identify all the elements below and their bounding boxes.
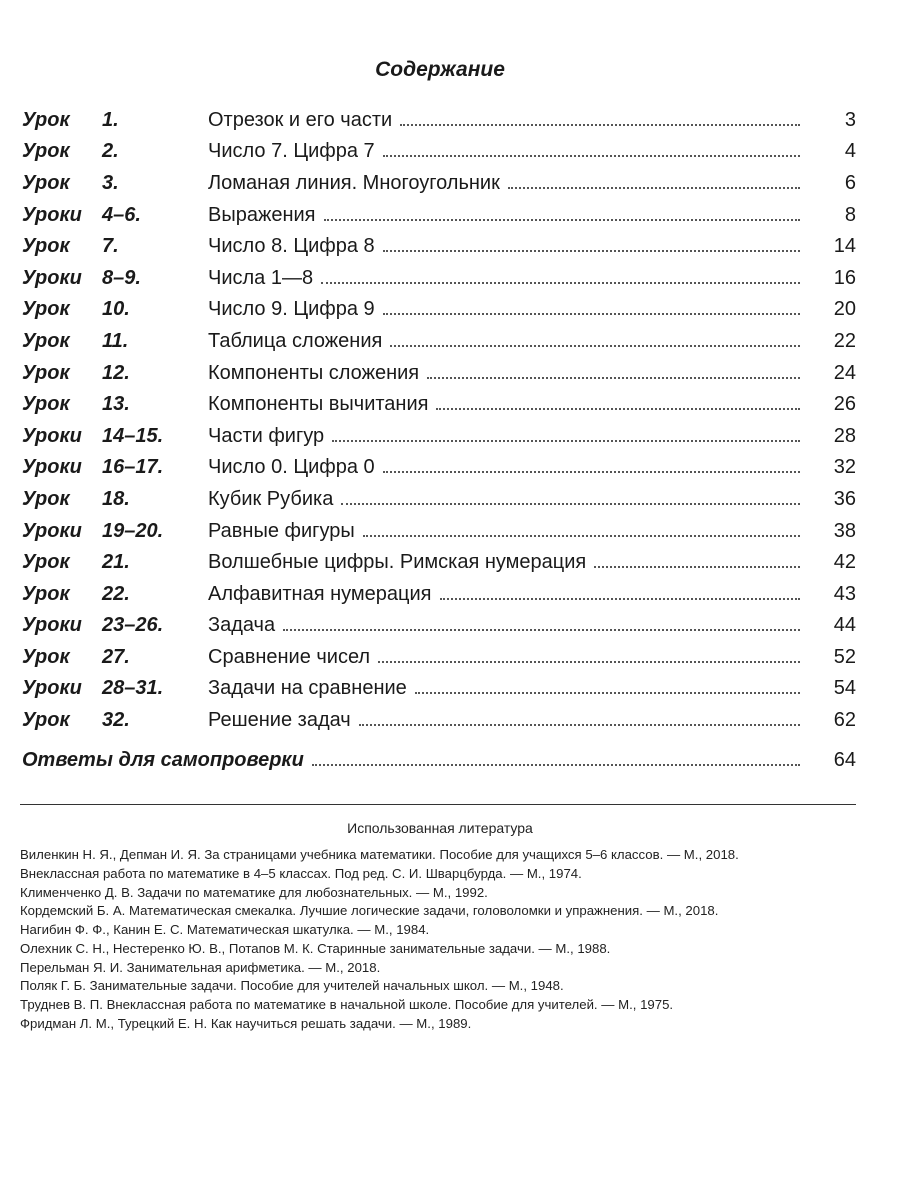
toc-row[interactable] [22, 325, 856, 357]
toc-lesson-number: 2. [102, 140, 119, 163]
toc-lesson-title: Ломаная линия. Многоугольник [208, 171, 500, 194]
toc-page-number: 20 [833, 298, 856, 321]
toc-lesson-kind: Уроки [22, 203, 82, 226]
toc-leader-dots [383, 155, 800, 157]
toc-row[interactable] [22, 704, 856, 736]
toc-row[interactable] [22, 357, 856, 389]
toc-page-number: 3 [844, 108, 856, 131]
toc-lesson-number: 28–31. [102, 677, 164, 700]
toc-lesson-title: Числа 1—8 [208, 266, 314, 289]
toc-lesson-kind: Урок [22, 108, 70, 131]
toc-lesson-title: Задача [208, 614, 276, 637]
toc-page-number: 38 [833, 519, 856, 542]
toc-lesson-number: 22. [102, 582, 130, 605]
toc-row[interactable] [22, 199, 856, 231]
toc-lesson-kind: Уроки [22, 519, 82, 542]
toc-leader-dots [390, 345, 800, 347]
toc-row[interactable] [22, 388, 856, 420]
toc-lesson-number: 7. [102, 235, 119, 258]
toc-leader-dots [359, 724, 800, 726]
toc-leader-dots [415, 692, 800, 694]
toc-page-number: 22 [833, 329, 856, 352]
toc-lesson-kind: Урок [22, 709, 70, 732]
toc-leader-dots [427, 377, 800, 379]
toc-leader-dots [378, 661, 800, 663]
toc-row[interactable] [22, 104, 856, 136]
toc-lesson-kind: Уроки [22, 456, 82, 479]
literature-list [20, 847, 860, 1035]
toc-lesson-number: 32. [102, 709, 130, 732]
toc-leader-dots [594, 566, 800, 568]
toc-lesson-number: 19–20. [102, 519, 164, 542]
toc-lesson-kind: Уроки [22, 614, 82, 637]
toc-answers-title: Ответы для самопроверки [22, 748, 304, 771]
toc-lesson-title: Компоненты сложения [208, 361, 420, 384]
literature-item: Труднев В. П. Внеклассная работа по математике в начальной школе. Пособие для учителей. — М., 1975. [20, 997, 674, 1013]
toc-row[interactable] [22, 230, 856, 262]
toc-page-number: 42 [833, 551, 856, 574]
literature-item: Перельман Я. И. Занимательная арифметика. — М., 2018. [20, 959, 381, 975]
literature-item: Виленкин Н. Я., Депман И. Я. За страницами учебника математики. Пособие для учащихся 5–6 классов. — М., 2018. [20, 847, 739, 862]
toc-leader-dots [283, 629, 800, 631]
toc-leader-dots [508, 187, 800, 189]
toc-lesson-title: Равные фигуры [208, 519, 355, 542]
toc-lesson-number: 27. [102, 645, 130, 668]
toc-lesson-title: Число 9. Цифра 9 [208, 298, 375, 321]
toc-lesson-title: Задачи на сравнение [208, 677, 407, 700]
toc-lesson-number: 13. [102, 393, 130, 416]
toc-lesson-kind: Урок [22, 393, 70, 416]
toc-lesson-title: Компоненты вычитания [208, 393, 429, 416]
toc-lesson-title: Выражения [208, 203, 316, 226]
toc-answers-row[interactable] [22, 744, 856, 776]
toc-lesson-title: Части фигур [208, 424, 325, 447]
toc-row[interactable] [22, 546, 856, 578]
toc-lesson-kind: Урок [22, 487, 70, 510]
toc-lesson-number: 18. [102, 487, 130, 510]
toc-leader-dots [321, 282, 800, 284]
toc-lesson-number: 10. [102, 298, 130, 321]
toc-lesson-number: 16–17. [102, 456, 164, 479]
toc-leader-dots [363, 535, 800, 537]
toc-page-number: 32 [833, 456, 856, 479]
toc-lesson-title: Число 8. Цифра 8 [208, 235, 375, 258]
toc-leader-dots [383, 250, 800, 252]
toc-lesson-kind: Урок [22, 551, 70, 574]
toc-lesson-kind: Урок [22, 645, 70, 668]
toc-lesson-title: Сравнение чисел [208, 645, 371, 668]
toc-lesson-title: Число 7. Цифра 7 [208, 140, 375, 163]
toc-row[interactable] [22, 420, 856, 452]
toc-lesson-number: 21. [102, 551, 130, 574]
toc-row[interactable] [22, 610, 856, 642]
toc-row[interactable] [22, 641, 856, 673]
toc-row[interactable] [22, 136, 856, 168]
toc-lesson-kind: Урок [22, 140, 70, 163]
toc-row[interactable] [22, 294, 856, 326]
toc-lesson-title: Отрезок и его части [208, 108, 393, 131]
toc-answers-page: 64 [833, 748, 856, 771]
page-title: Содержание [375, 58, 505, 81]
toc-lesson-kind: Уроки [22, 266, 82, 289]
table-of-contents [22, 104, 856, 775]
toc-lesson-number: 3. [102, 171, 119, 194]
literature-item: Фридман Л. М., Турецкий Е. Н. Как научиться решать задачи. — М., 1989. [20, 1016, 472, 1032]
toc-lesson-title: Таблица сложения [208, 329, 383, 352]
toc-page-number: 28 [833, 424, 856, 447]
toc-leader-dots [312, 764, 800, 766]
toc-lesson-kind: Урок [22, 171, 70, 194]
toc-lesson-kind: Урок [22, 235, 70, 258]
toc-row[interactable] [22, 167, 856, 199]
toc-lesson-title: Число 0. Цифра 0 [208, 456, 375, 479]
toc-row[interactable] [22, 515, 856, 547]
toc-lesson-title: Алфавитная нумерация [208, 582, 432, 605]
literature-title: Использованная литература [347, 820, 533, 836]
toc-leader-dots [324, 219, 800, 221]
toc-lesson-number: 23–26. [102, 614, 164, 637]
toc-page-number: 52 [833, 645, 856, 668]
toc-leader-dots [341, 503, 800, 505]
toc-row[interactable] [22, 673, 856, 705]
toc-page-number: 24 [833, 361, 856, 384]
literature-item: Поляк Г. Б. Занимательные задачи. Пособие для учителей начальных школ. — М., 1948. [20, 978, 564, 994]
literature-item: Внеклассная работа по математике в 4–5 классах. Под ред. С. И. Шварцбурда. — М., 1974. [20, 865, 582, 881]
literature-item: Олехник С. Н., Нестеренко Ю. В., Потапов М. К. Старинные занимательные задачи. — М., 1988. [20, 940, 611, 956]
toc-page-number: 54 [833, 677, 856, 700]
toc-row[interactable] [22, 578, 856, 610]
toc-lesson-title: Решение задач [208, 709, 351, 732]
toc-lesson-number: 12. [102, 361, 130, 384]
toc-row[interactable] [22, 483, 856, 515]
toc-leader-dots [383, 313, 800, 315]
toc-leader-dots [332, 440, 800, 442]
toc-lesson-title: Кубик Рубика [208, 487, 334, 510]
toc-lesson-number: 11. [102, 329, 129, 352]
toc-lesson-kind: Уроки [22, 677, 82, 700]
toc-lesson-kind: Урок [22, 329, 70, 352]
literature-item: Нагибин Ф. Ф., Канин Е. С. Математическая шкатулка. — М., 1984. [20, 922, 430, 938]
toc-page-number: 16 [833, 266, 856, 289]
toc-leader-dots [440, 598, 801, 600]
toc-page-number: 43 [833, 582, 856, 605]
toc-page-number: 26 [833, 393, 856, 416]
toc-lesson-number: 8–9. [102, 266, 141, 289]
literature-item: Клименченко Д. В. Задачи по математике для любознательных. — М., 1992. [20, 884, 488, 900]
toc-lesson-number: 4–6. [102, 203, 141, 226]
toc-page-number: 8 [844, 203, 856, 226]
toc-leader-dots [383, 471, 800, 473]
toc-page-number: 36 [833, 487, 856, 510]
literature-item: Кордемский Б. А. Математическая смекалка. Лучшие логические задачи, головоломки и упражнения. — М., 2018. [20, 903, 719, 919]
toc-lesson-kind: Урок [22, 361, 70, 384]
toc-leader-dots [436, 408, 800, 410]
toc-page-number: 62 [833, 709, 856, 732]
toc-lesson-kind: Урок [22, 298, 70, 321]
toc-lesson-kind: Уроки [22, 424, 82, 447]
toc-lesson-title: Волшебные цифры. Римская нумерация [208, 551, 587, 574]
toc-lesson-number: 1. [102, 108, 119, 131]
toc-page-number: 4 [844, 140, 856, 163]
toc-page-number: 6 [844, 171, 856, 194]
toc-leader-dots [400, 124, 800, 126]
toc-lesson-number: 14–15. [102, 424, 164, 447]
toc-page-number: 14 [833, 235, 856, 258]
toc-page-number: 44 [833, 614, 856, 637]
section-divider [20, 804, 856, 805]
toc-lesson-kind: Урок [22, 582, 70, 605]
toc-row[interactable] [22, 452, 856, 484]
toc-row[interactable] [22, 262, 856, 294]
